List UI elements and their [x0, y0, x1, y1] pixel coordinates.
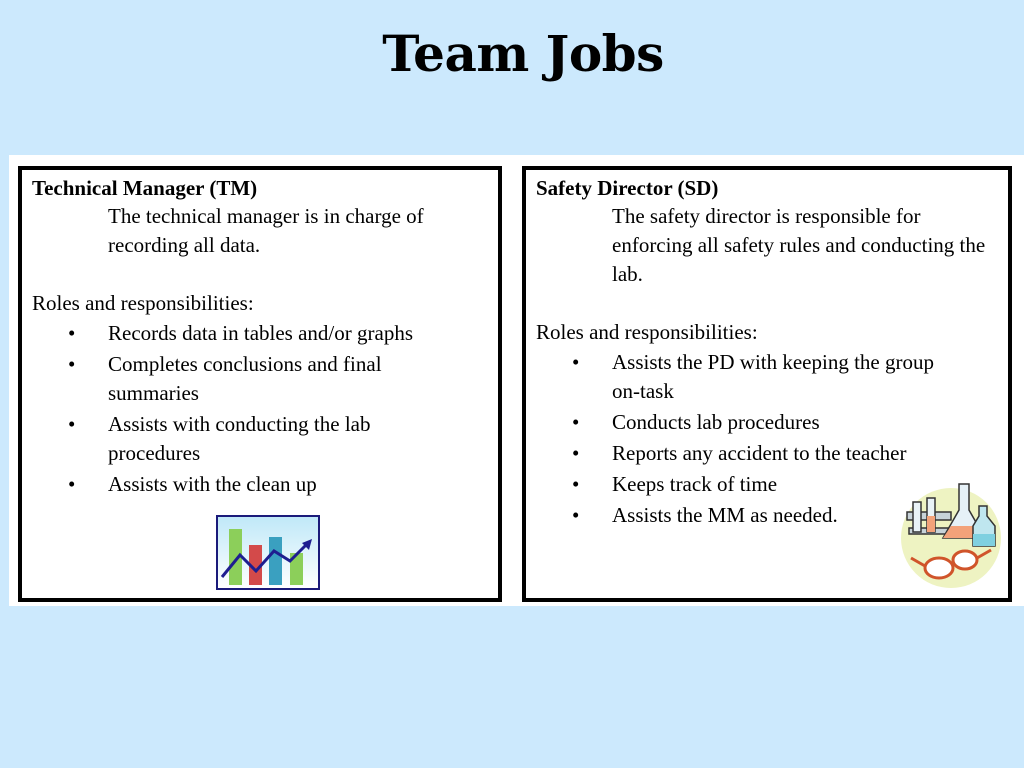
role-title: Safety Director (SD) — [536, 176, 719, 200]
list-item: • Completes conclusions and final summaries — [32, 350, 452, 408]
responsibilities-heading: Roles and responsibilities: — [32, 291, 254, 315]
list-item: • Conducts lab procedures — [536, 408, 1002, 437]
content-panel — [9, 155, 1024, 606]
list-item: • Assists with the clean up — [32, 470, 492, 499]
role-description: The safety director is responsible for enforcing all safety rules and conducting the lab. — [612, 204, 986, 286]
responsibilities-heading: Roles and responsibilities: — [536, 320, 758, 344]
lab-equipment-icon — [899, 480, 1003, 590]
role-description: The technical manager is in charge of recording all data. — [108, 204, 424, 257]
card-technical-manager — [18, 166, 502, 602]
slide-title: Team Jobs — [382, 24, 664, 83]
list-item: • Assists the PD with keeping the group on-task — [536, 348, 936, 406]
role-title: Technical Manager (TM) — [32, 176, 258, 200]
list-item: • Reports any accident to the teacher — [536, 439, 1002, 468]
card-safety-director — [522, 166, 1012, 602]
list-item: • Records data in tables and/or graphs — [32, 319, 492, 348]
list-item: • Assists the MM as needed. — [536, 501, 1002, 530]
bar-chart-trend-icon — [216, 515, 320, 590]
list-item: • Keeps track of time — [536, 470, 1002, 499]
responsibilities-list — [32, 319, 492, 499]
list-item: • Assists with conducting the lab procedures — [32, 410, 452, 468]
